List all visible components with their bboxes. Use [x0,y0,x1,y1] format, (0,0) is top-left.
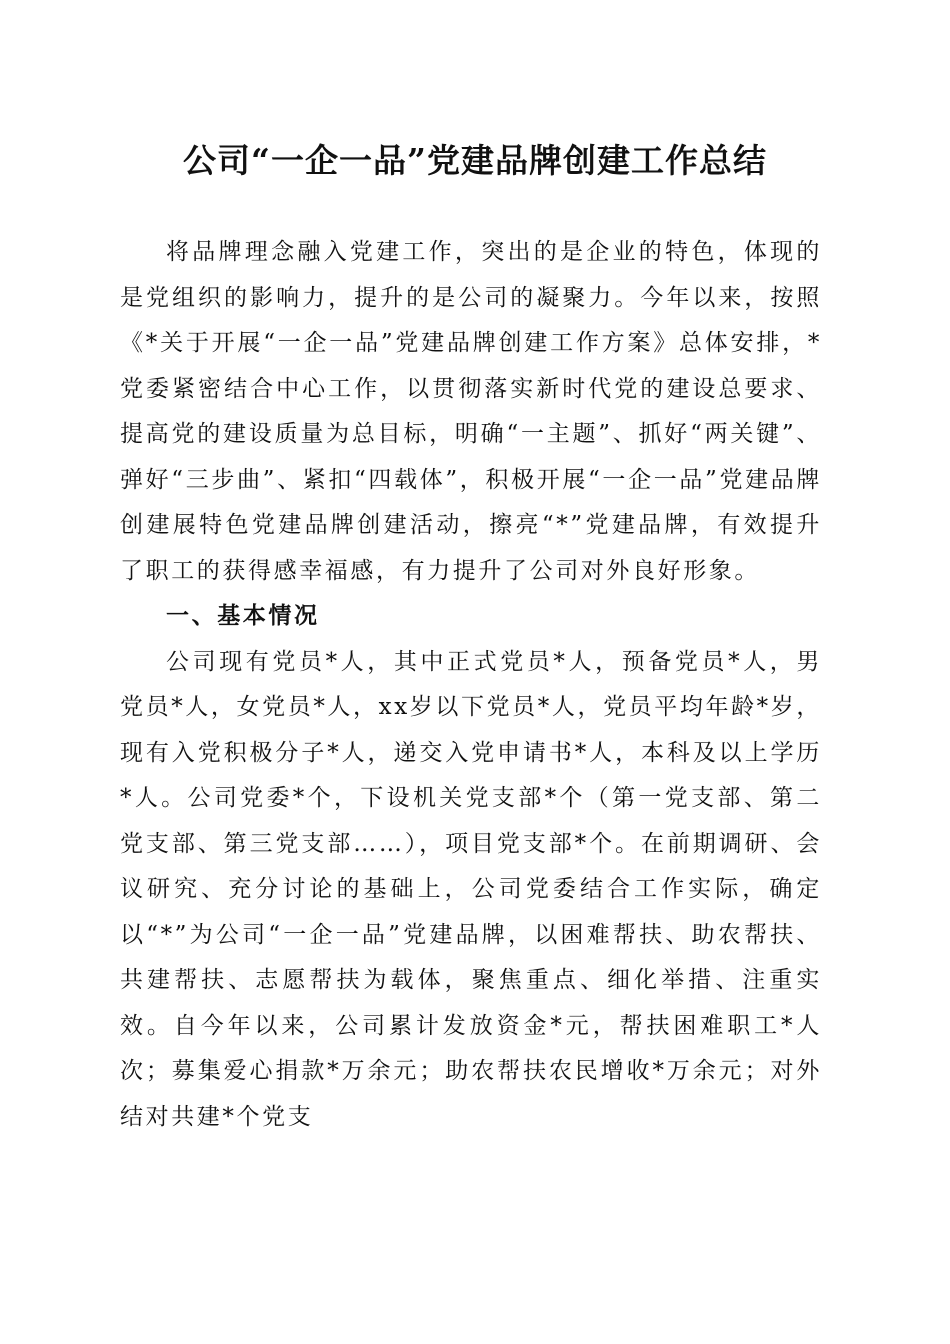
intro-paragraph: 将品牌理念融入党建工作，突出的是企业的特色，体现的是党组织的影响力，提升的是公司的凝聚力。今年以来，按照《*关于开展“一企一品”党建品牌创建工作方案》总体安排，*党委紧密结合中心工作，以贯彻落实新时代党的建设总要求、提高党的建设质量为总目标，明确“一主题”、抓好“两关键”、弹好“三步曲”、紧扣“四载体”，积极开展“一企一品”党建品牌创建展特色党建品牌创建活动，擦亮“*”党建品牌，有效提升了职工的获得感幸福感，有力提升了公司对外良好形象。 [120,239,822,584]
document-title: 公司“一企一品”党建品牌创建工作总结 [183,141,767,180]
basic-situation-paragraph: 公司现有党员*人，其中正式党员*人，预备党员*人，男党员*人，女党员*人，xx岁以下党员*人，党员平均年龄*岁，现有入党积极分子*人，递交入党申请书*人，本科及以上学历*人。公司党委*个，下设机关党支部*个（第一党支部、第二党支部、第三党支部……），项目党支部*个。在前期调研、会议研究、充分讨论的基础上，公司党委结合工作实际，确定以“*”为公司“一企一品”党建品牌，以困难帮扶、助农帮扶、共建帮扶、志愿帮扶为载体，聚焦重点、细化举措、注重实效。自今年以来，公司累计发放资金*元，帮扶困难职工*人次；募集爱心捐款*万余元；助农帮扶农民增收*万余元；对外结对共建*个党支 [120,648,822,1130]
section-heading-basic-situation: 一、基本情况 [166,603,320,629]
document-body [120,230,822,1140]
